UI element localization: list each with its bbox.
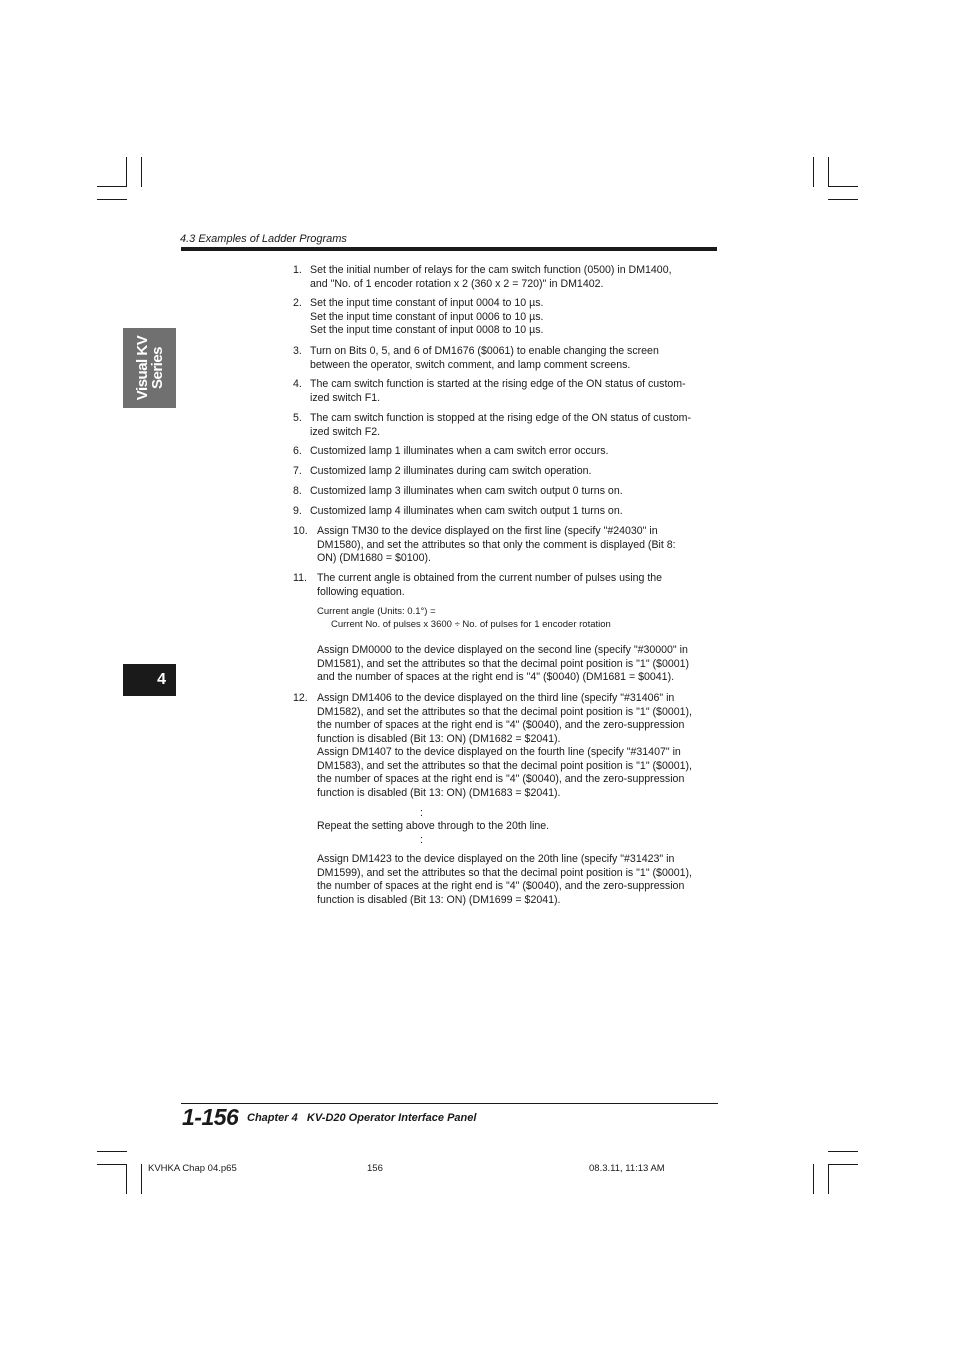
print-file-name: KVHKA Chap 04.p65 (148, 1163, 237, 1174)
footer-chapter-title: Chapter 4 KV-D20 Operator Interface Panel (247, 1112, 477, 1124)
chapter-tab (123, 664, 176, 696)
section-header: 4.3 Examples of Ladder Programs (180, 233, 347, 245)
side-tab-line1: Visual KV (133, 335, 151, 401)
header-rule (181, 247, 717, 251)
side-tab-visual-kv (123, 328, 176, 408)
footer-rule (181, 1103, 718, 1104)
chapter-tab-number: 4 (157, 671, 166, 688)
equation-line-1: Current angle (Units: 0.1°) = (317, 606, 436, 617)
instruction-list: 1. Set the initial number of relays for the cam switch function (0500) in DM1400, and "No. of 1 encoder rotation x 2 (360 x 2 = 720)" in DM1402. 2. Set the input time constant of input 0004 to 10 µs. Set the input time constant of input 0006 to 10 µs. Set the input time constant of input 0008 to 10 µs. 3. Turn on Bits 0, 5, and 6 of DM1676 ($0061) to enable changing the screen between the operator, switch comment, and lamp comment screens. 4. The cam switch function is started at the rising edge of the ON status of custom- ized switch F1. 5. The cam switch function is stopped at the rising edge of the ON status of custom- ized switch F2. 6. Customized lamp 1 illuminates when a cam switch error occurs. 7. Customized lamp 2 illuminates during cam switch operation. 8. Customized lamp 3 illuminates when cam switch output 0 turns on. 9. Customized lamp 4 illuminates when cam switch output 1 turns on. 10. Assign TM30 to the device displayed on the first line (specify "#24030" in DM1580), and set the attributes so that only the comment is displayed (Bit 8: ON) (DM1680 = $0100). 11. The current angle is obtained from the current number of pulses using the following equation. Current angle (Units: 0.1°) = Current No. of pulses x 3600 ÷ No. of pulses for 1 encoder rotation Assign DM0000 to the device displayed on the second line (specify "#30000" in DM1581), and set the attributes so that the decimal point position is "1" ($0001) and the number of spaces at the right end is "4" ($0040) (DM1681 = $0041). 12. Assign DM1406 to the device displayed on the third line (specify "#31406" in DM1582), and set the attributes so that the decimal point position is "1" ($0001), the number of spaces at the right end is "4" ($0040), and the zero-suppression function is disabled (Bit 13: ON) (DM1682 = $2041). Assign DM1407 to the device displayed on the fourth line (specify "#31407" in DM1583), and set the attributes so that the decimal point position is "1" ($0001), the number of spaces at the right end is "4" ($0040), and the zero-suppression function is disabled (Bit 13: ON) (DM1683 = $2041). : Repeat the setting above through to the 20th line. : Assign DM1423 to the device displayed on the 20th line (specify "#31423" in DM1599), and set the attributes so that the decimal point position is "1" ($0001), the number of spaces at the right end is "4" ($0040), and the zero-suppression function is disabled (Bit 13: ON) (DM1699 = $2041). (293, 264, 723, 914)
side-tab-line2: Series (148, 346, 166, 390)
print-sheet-number: 156 (367, 1163, 383, 1174)
equation-line-2: Current No. of pulses x 3600 ÷ No. of pulses for 1 encoder rotation (331, 618, 611, 630)
print-timestamp: 08.3.11, 11:13 AM (589, 1163, 665, 1174)
page-number: 1-156 (182, 1104, 239, 1130)
